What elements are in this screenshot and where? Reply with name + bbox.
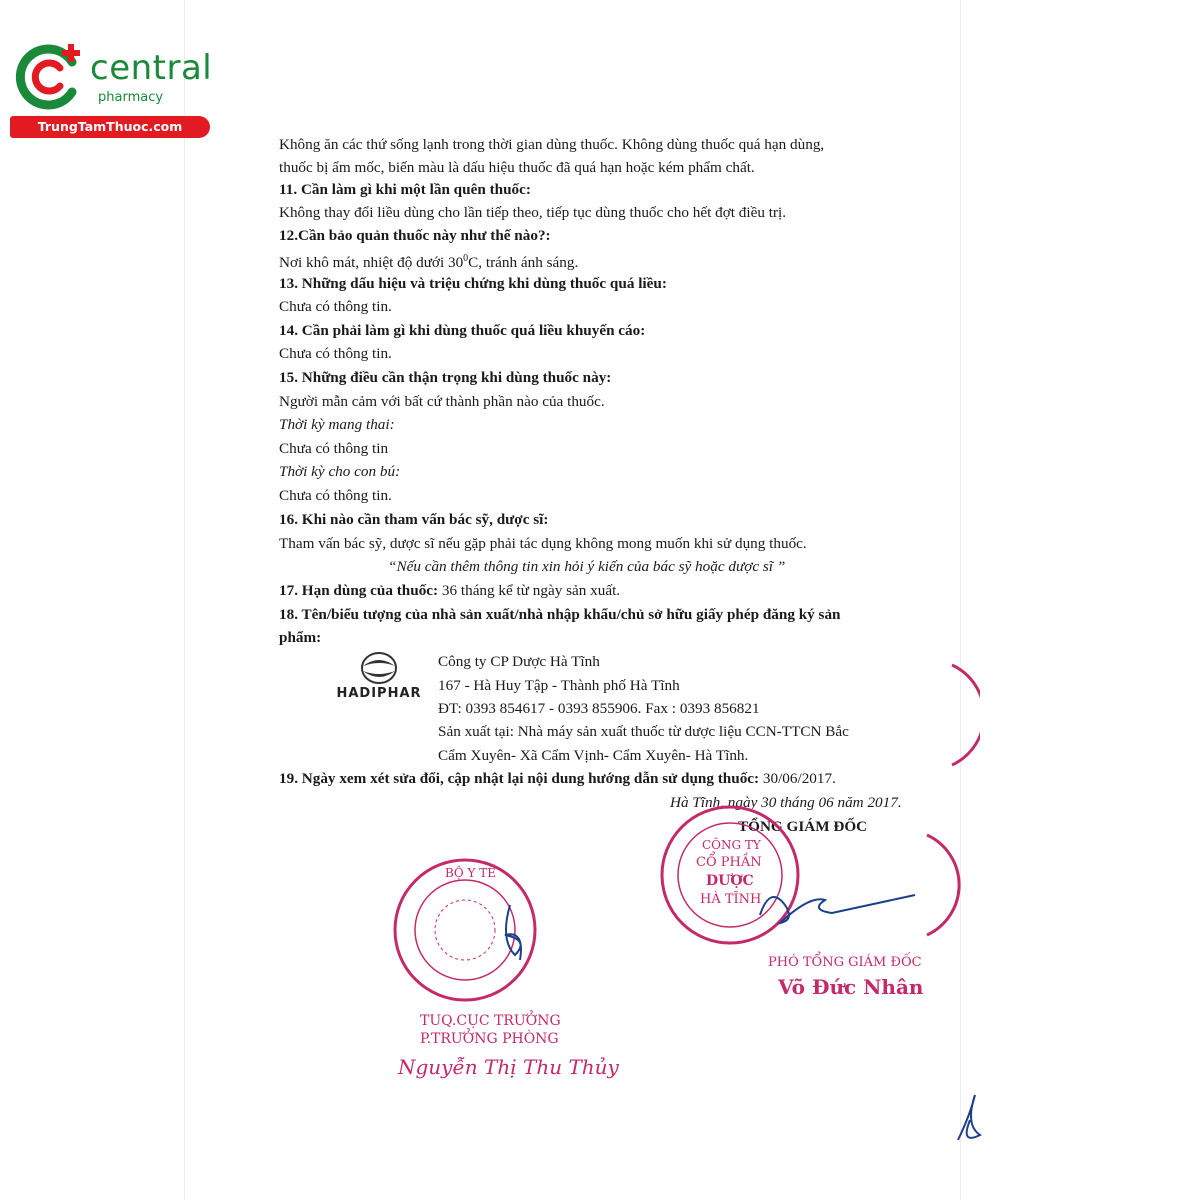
company-address: 167 - Hà Huy Tập - Thành phố Hà Tĩnh [438,677,680,694]
section-14-body: Chưa có thông tin. [279,345,392,362]
section-16-title: 16. Khi nào cần tham vấn bác sỹ, dược sĩ: [279,511,549,528]
stamp-company-line3: DƯỢC [706,873,754,889]
section-19-title: 19. Ngày xem xét sửa đổi, cập nhật lại nội dung hướng dẫn sử dụng thuốc: [279,770,760,787]
section-15-body: Người mẫn cảm với bất cứ thành phần nào của thuốc. [279,393,605,410]
section-19-body: 30/06/2017. [759,770,836,787]
section-19 [279,769,836,789]
dept-signature-icon [480,900,540,970]
company-factory-2: Cẩm Xuyên- Xã Cẩm Vịnh- Cẩm Xuyên- Hà Tĩnh. [438,747,749,764]
section-12-title: 12.Cần bảo quản thuốc này như thế nào?: [279,227,551,244]
dept-name: Nguyễn Thị Thu Thủy [398,1055,619,1079]
edge-stamp-icon-2 [925,830,965,940]
section-16-body: Tham vấn bác sỹ, dược sĩ nếu gặp phải tác dụng không mong muốn khi sử dụng thuốc. [279,535,807,552]
section-12-body-a: Nơi khô mát, nhiệt độ dưới 30 [279,254,464,272]
company-name: Công ty CP Dược Hà Tĩnh [438,653,600,670]
director-title: TỔNG GIÁM ĐỐC [738,818,868,835]
section-17-title: 17. Hạn dùng của thuốc: [279,582,439,599]
company-phone: ĐT: 0393 854617 - 0393 855906. Fax : 0393 856821 [438,700,760,717]
section-11-title: 11. Cần làm gì khi một lần quên thuốc: [279,181,531,198]
initials-icon [950,1085,990,1155]
section-13-title: 13. Những dấu hiệu và triệu chứng khi dùng thuốc quá liều: [279,275,667,292]
deputy-title: PHÓ TỔNG GIÁM ĐỐC [768,955,922,970]
section-16-quote: “Nếu cần thêm thông tin xin hỏi ý kiến của bác sỹ hoặc dược sĩ ” [388,558,786,575]
sign-date: Hà Tĩnh, ngày 30 tháng 06 năm 2017. [670,794,902,811]
hadiphar-emblem-icon [330,650,428,688]
section-18-title-1: 18. Tên/biểu tượng của nhà sản xuất/nhà nhập khẩu/chủ sở hữu giấy phép đăng ký sản [279,606,841,623]
section-18-title-2: phẩm: [279,629,322,646]
section-15-pregnancy-body: Chưa có thông tin [279,440,389,457]
section-15-nursing-body: Chưa có thông tin. [279,487,392,504]
section-17 [279,581,620,601]
hadiphar-logo-text: HADIPHAR [336,686,422,701]
central-pharmacy-logo[interactable] [10,38,215,138]
section-12-body-sup: 0 [463,253,469,264]
section-11-body: Không thay đổi liều dùng cho lần tiếp theo, tiếp tục dùng thuốc cho hết đợt điều trị. [279,204,787,221]
stamp-company-line4: HÀ TĨNH [700,892,762,907]
brand-sub: pharmacy [98,90,164,105]
section-15-title: 15. Những điều cần thận trọng khi dùng thuốc này: [279,369,612,386]
ministry-stamp-top: BỘ Y TẾ [445,866,496,880]
section-12-body-b: C, tránh ánh sáng. [468,254,579,272]
intro-line-1: Không ăn các thứ sống lạnh trong thời gian dùng thuốc. Không dùng thuốc quá hạn dùng, [279,136,825,153]
logo-ring-icon [10,38,90,116]
intro-line-2: thuốc bị ẩm mốc, biến màu là dấu hiệu thuốc đã quá hạn hoặc kém phẩm chất. [279,159,755,176]
stamp-company-line1: CÔNG TY [702,838,761,852]
director-signature-icon [740,875,920,935]
brand-site-link[interactable]: TrungTamThuoc.com [10,116,210,138]
section-15-pregnancy-label: Thời kỳ mang thai: [279,416,395,433]
company-factory-1: Sản xuất tại: Nhà máy sản xuất thuốc từ dược liệu CCN-TTCN Bắc [438,723,849,740]
dept-title-2: P.TRƯỞNG PHÒNG [420,1031,559,1047]
section-17-body: 36 tháng kể từ ngày sản xuất. [438,582,621,599]
section-14-title: 14. Cần phải làm gì khi dùng thuốc quá liều khuyến cáo: [279,322,646,339]
edge-stamp-icon [950,660,980,770]
section-12-body [279,249,578,273]
dept-title-1: TUQ.CỤC TRƯỞNG [420,1013,561,1029]
stamp-company-line2: CỔ PHẦN [696,855,762,870]
brand-name: central [90,48,213,88]
hadiphar-logo [330,650,428,706]
deputy-name: Võ Đức Nhân [778,975,924,999]
section-13-body: Chưa có thông tin. [279,298,392,315]
section-15-nursing-label: Thời kỳ cho con bú: [279,463,401,480]
